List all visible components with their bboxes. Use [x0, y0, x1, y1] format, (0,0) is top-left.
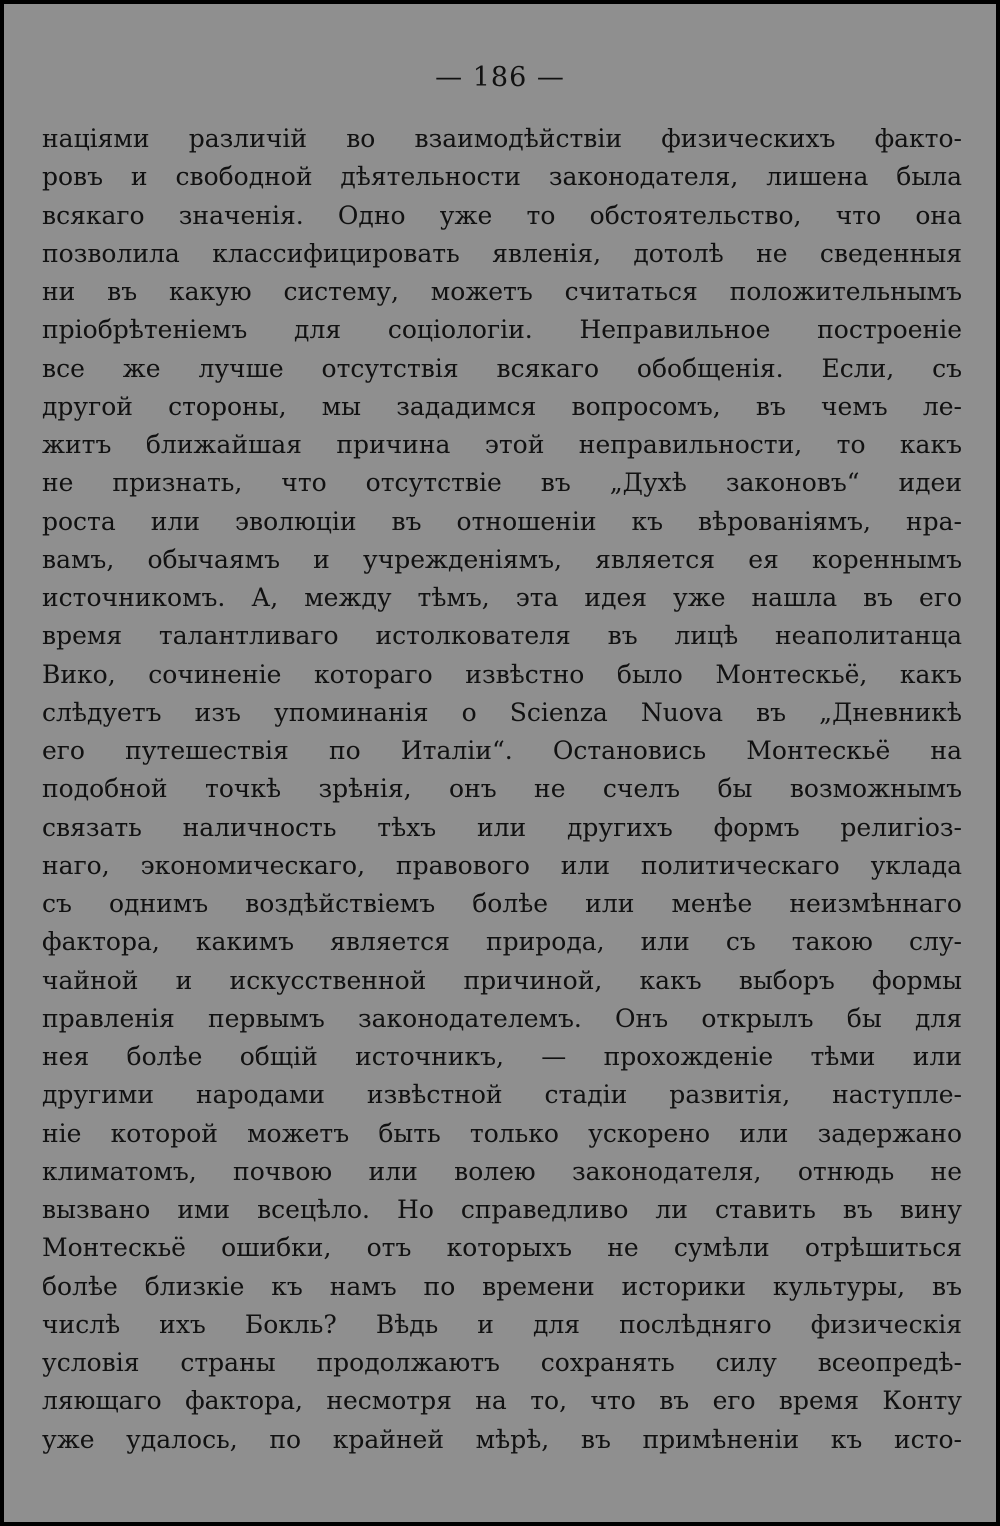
text-line: вамъ, обычаямъ и учрежденіямъ, является ея кореннымъ: [42, 544, 962, 574]
text-line: условія страны продолжаютъ сохранять силу всеопредѣ-: [42, 1348, 962, 1377]
text-line: съ однимъ воздѣйствіемъ болѣе или менѣе неизмѣннаго: [42, 889, 962, 918]
text-line: пріобрѣтеніемъ для соціологіи. Неправильное построеніе: [42, 315, 962, 345]
text-line: правленія первымъ законодателемъ. Онъ открылъ бы для: [42, 1003, 962, 1033]
text-line: другой стороны, мы зададимся вопросомъ, въ чемъ ле-: [42, 391, 962, 421]
scanned-page: [4, 4, 996, 1522]
text-line: вызвано ими всецѣло. Но справедливо ли ставить въ вину: [42, 1195, 962, 1224]
text-line: его путешествія по Италіи“. Остановись Монтескьё на: [42, 736, 962, 765]
text-line: роста или эволюціи въ отношеніи къ вѣрованіямъ, нра-: [42, 506, 962, 536]
text-line: житъ ближайшая причина этой неправильности, то какъ: [42, 430, 962, 459]
body-text: [42, 120, 962, 1459]
text-line: наго, экономическаго, правового или политическаго уклада: [42, 850, 962, 880]
text-line: ровъ и свободной дѣятельности законодателя, лишена была: [42, 162, 962, 192]
text-line: позволила классифицировать явленія, дотолѣ не сведенныя: [42, 238, 962, 268]
text-line: фактора, какимъ является природа, или съ такою слу-: [42, 927, 962, 957]
text-line: Вико, сочиненіе котораго извѣстно было Монтескьё, какъ: [42, 659, 962, 689]
text-line: подобной точкѣ зрѣнія, онъ не счелъ бы возможнымъ: [42, 774, 962, 804]
text-line: націями различій во взаимодѣйствіи физическихъ факто-: [42, 124, 962, 153]
text-line: все же лучше отсутствія всякаго обобщенія. Если, съ: [42, 353, 962, 383]
text-line: болѣе близкіе къ намъ по времени историки культуры, въ: [42, 1271, 962, 1301]
text-line: слѣдуетъ изъ упоминанія о Scienza Nuova въ „Дневникѣ: [42, 697, 962, 727]
text-line: нея болѣе общій источникъ, — прохожденіе тѣми или: [42, 1042, 962, 1071]
text-line: уже удалось, по крайней мѣрѣ, въ примѣненіи къ исто-: [42, 1424, 962, 1454]
text-line: Монтескьё ошибки, отъ которыхъ не сумѣли отрѣшиться: [42, 1233, 962, 1263]
text-line: всякаго значенія. Одно уже то обстоятельство, что она: [42, 200, 962, 230]
text-line: числѣ ихъ Бокль? Вѣдь и для послѣдняго физическія: [42, 1309, 962, 1339]
text-line: чайной и искусственной причиной, какъ выборъ формы: [42, 965, 962, 995]
text-line: не признать, что отсутствіе въ „Духѣ законовъ“ идеи: [42, 468, 962, 498]
text-line: другими народами извѣстной стадіи развитія, наступле-: [42, 1080, 962, 1110]
text-line: ніе которой можетъ быть только ускорено или задержано: [42, 1118, 962, 1148]
text-line: время талантливаго истолкователя въ лицѣ неаполитанца: [42, 621, 962, 651]
text-line: ни въ какую систему, можетъ считаться положительнымъ: [42, 277, 962, 306]
text-line: ляющаго фактора, несмотря на то, что въ его время Конту: [42, 1386, 962, 1416]
text-line: связать наличность тѣхъ или другихъ формъ религіоз-: [42, 812, 962, 842]
text-line: источникомъ. А, между тѣмъ, эта идея уже нашла въ его: [42, 583, 962, 612]
page-number: — 186 —: [435, 62, 565, 93]
text-line: климатомъ, почвою или волею законодателя, отнюдь не: [42, 1156, 962, 1186]
